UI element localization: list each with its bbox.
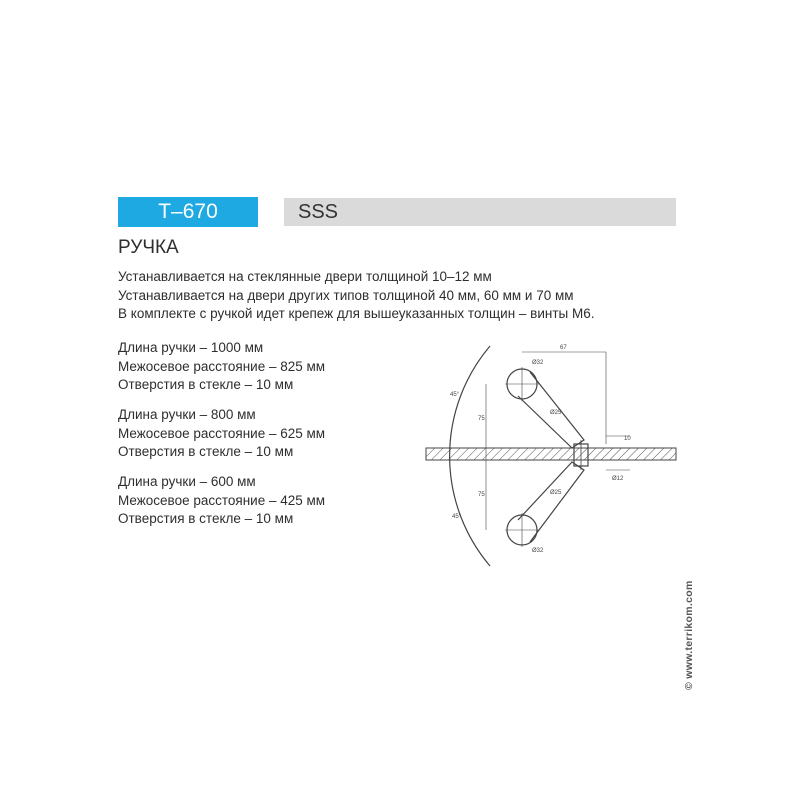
technical-drawing <box>420 340 680 580</box>
label-arm-upper: Ø25 <box>550 410 562 416</box>
product-description <box>118 268 594 324</box>
glass-panel <box>426 448 676 460</box>
spec-length: Длина ручки – 1000 мм <box>118 340 264 355</box>
label-arm-lower: Ø25 <box>550 490 562 496</box>
spec-group-1000 <box>118 339 325 395</box>
spec-center-distance: Межосевое расстояние – 825 мм <box>118 358 326 374</box>
label-height-upper: 75 <box>478 416 485 422</box>
label-angle-lower: 45° <box>452 514 462 520</box>
spec-glass-holes: Отверстия в стекле – 10 мм <box>118 444 294 459</box>
product-title: РУЧКА <box>118 237 179 258</box>
spec-length: Длина ручки – 600 мм <box>118 474 256 489</box>
spec-center-distance: Межосевое расстояние – 425 мм <box>118 492 326 508</box>
label-diameter-bottom: Ø32 <box>532 548 544 554</box>
website-watermark: © www.terrikom.com <box>683 580 695 690</box>
spec-glass-holes: Отверстия в стекле – 10 мм <box>118 511 294 526</box>
label-bolt: Ø12 <box>612 476 624 482</box>
description-line: Устанавливается на стеклянные двери толщиной 10–12 мм <box>118 269 492 284</box>
spec-glass-holes: Отверстия в стекле – 10 мм <box>118 377 294 392</box>
spec-group-600 <box>118 473 325 529</box>
label-height-lower: 75 <box>478 492 485 498</box>
description-line: В комплекте с ручкой идет крепеж для вышеуказанных толщин – винты М6. <box>118 306 595 321</box>
spec-center-distance: Межосевое расстояние – 625 мм <box>118 425 326 441</box>
label-width-top: 67 <box>560 345 567 351</box>
model-badge: T–670 <box>118 197 258 227</box>
label-angle-upper: 45° <box>450 392 460 398</box>
description-line: Устанавливается на двери других типов толщиной 40 мм, 60 мм и 70 мм <box>118 287 574 303</box>
spec-group-800 <box>118 406 325 462</box>
finish-label: SSS <box>284 198 676 226</box>
label-diameter-top: Ø32 <box>532 360 544 366</box>
spec-length: Длина ручки – 800 мм <box>118 407 256 422</box>
label-glass-thickness: 10 <box>624 436 631 442</box>
